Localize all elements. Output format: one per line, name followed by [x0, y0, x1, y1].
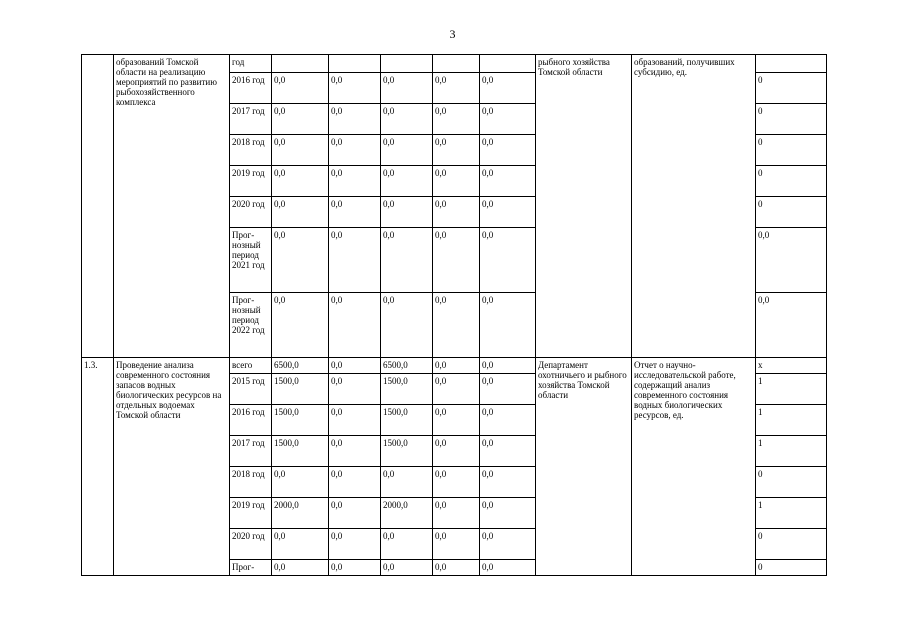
item-name-cell: Проведение анализа современного состояния запасов водных биологических ресурсов на отдельных водоемах Томской области: [114, 358, 230, 576]
period-cell: 2019 год: [230, 166, 272, 197]
value-cell-other: [480, 55, 536, 73]
value-cell-federal: 0,0: [329, 560, 381, 576]
value-cell-federal: 0,0: [329, 436, 381, 467]
value-cell-local: 0,0: [433, 436, 480, 467]
period-cell: всего: [230, 358, 272, 374]
value-cell-local: 0,0: [433, 166, 480, 197]
indicator-value-cell: 0,0: [756, 293, 827, 358]
period-cell: 2018 год: [230, 467, 272, 498]
period-cell: 2017 год: [230, 436, 272, 467]
value-cell-federal: [329, 55, 381, 73]
value-cell-regional: 0,0: [381, 73, 433, 104]
value-cell-other: 0,0: [480, 197, 536, 228]
indicator-value-cell: 0: [756, 166, 827, 197]
value-cell-federal: 0,0: [329, 358, 381, 374]
value-cell-federal: 0,0: [329, 467, 381, 498]
period-cell: 2020 год: [230, 529, 272, 560]
value-cell-local: 0,0: [433, 467, 480, 498]
value-cell-regional: 0,0: [381, 197, 433, 228]
value-cell-local: [433, 55, 480, 73]
value-cell-regional: 1500,0: [381, 374, 433, 405]
value-cell-regional: 0,0: [381, 166, 433, 197]
value-cell-other: 0,0: [480, 228, 536, 293]
program-table: [81, 54, 827, 576]
value-cell-other: 0,0: [480, 73, 536, 104]
item-name-cell: образований Томской области на реализацию мероприятий по развитию рыбохозяйственного комплекса: [114, 55, 230, 358]
value-cell-regional: [381, 55, 433, 73]
item-number-cell: [82, 55, 114, 358]
value-cell-local: 0,0: [433, 529, 480, 560]
value-cell-regional: 2000,0: [381, 498, 433, 529]
value-cell-regional: 0,0: [381, 529, 433, 560]
value-cell-federal: 0,0: [329, 104, 381, 135]
indicator-value-cell: 1: [756, 374, 827, 405]
indicator-value-cell: 1: [756, 436, 827, 467]
value-cell-total: 1500,0: [272, 374, 329, 405]
value-cell-local: 0,0: [433, 358, 480, 374]
value-cell-regional: 0,0: [381, 293, 433, 358]
value-cell-total: 6500,0: [272, 358, 329, 374]
indicator-name-cell: образований, получивших субсидию, ед.: [632, 55, 756, 358]
period-cell: 2018 год: [230, 135, 272, 166]
value-cell-total: 0,0: [272, 73, 329, 104]
value-cell-federal: 0,0: [329, 73, 381, 104]
value-cell-total: 0,0: [272, 560, 329, 576]
value-cell-local: 0,0: [433, 197, 480, 228]
item-number-cell: 1.3.: [82, 358, 114, 576]
indicator-value-cell: 0,0: [756, 228, 827, 293]
value-cell-other: 0,0: [480, 135, 536, 166]
page-number: 3: [449, 27, 456, 41]
value-cell-local: 0,0: [433, 374, 480, 405]
value-cell-other: 0,0: [480, 405, 536, 436]
value-cell-total: [272, 55, 329, 73]
value-cell-regional: 0,0: [381, 135, 433, 166]
value-cell-total: 0,0: [272, 293, 329, 358]
value-cell-total: 0,0: [272, 197, 329, 228]
value-cell-local: 0,0: [433, 560, 480, 576]
value-cell-federal: 0,0: [329, 228, 381, 293]
value-cell-federal: 0,0: [329, 166, 381, 197]
value-cell-federal: 0,0: [329, 293, 381, 358]
value-cell-federal: 0,0: [329, 135, 381, 166]
value-cell-regional: 0,0: [381, 467, 433, 498]
period-cell: Прог-нозный период 2021 год: [230, 228, 272, 293]
value-cell-total: 1500,0: [272, 405, 329, 436]
value-cell-regional: 0,0: [381, 104, 433, 135]
value-cell-other: 0,0: [480, 529, 536, 560]
period-cell: 2019 год: [230, 498, 272, 529]
indicator-value-cell: 0: [756, 73, 827, 104]
period-cell: 2017 год: [230, 104, 272, 135]
period-cell: 2015 год: [230, 374, 272, 405]
period-cell: год: [230, 55, 272, 73]
value-cell-other: 0,0: [480, 358, 536, 374]
value-cell-regional: 0,0: [381, 228, 433, 293]
value-cell-total: 2000,0: [272, 498, 329, 529]
period-cell: 2016 год: [230, 73, 272, 104]
value-cell-federal: 0,0: [329, 374, 381, 405]
value-cell-local: 0,0: [433, 405, 480, 436]
value-cell-total: 0,0: [272, 166, 329, 197]
value-cell-local: 0,0: [433, 104, 480, 135]
value-cell-other: 0,0: [480, 467, 536, 498]
period-cell: Прог-: [230, 560, 272, 576]
value-cell-total: 0,0: [272, 104, 329, 135]
value-cell-total: 1500,0: [272, 436, 329, 467]
indicator-value-cell: 0: [756, 104, 827, 135]
indicator-value-cell: 0: [756, 197, 827, 228]
executor-cell: Департамент охотничьего и рыбного хозяйства Томской области: [536, 358, 632, 576]
value-cell-federal: 0,0: [329, 529, 381, 560]
value-cell-local: 0,0: [433, 73, 480, 104]
value-cell-other: 0,0: [480, 166, 536, 197]
period-cell: 2016 год: [230, 405, 272, 436]
indicator-value-cell: 0: [756, 467, 827, 498]
value-cell-regional: 6500,0: [381, 358, 433, 374]
indicator-value-cell: 1: [756, 498, 827, 529]
value-cell-local: 0,0: [433, 498, 480, 529]
indicator-name-cell: Отчет о научно-исследовательской работе, содержащий анализ современного состояния водных биологических ресурсов, ед.: [632, 358, 756, 576]
table-row: [82, 358, 827, 374]
value-cell-total: 0,0: [272, 228, 329, 293]
value-cell-other: 0,0: [480, 374, 536, 405]
indicator-value-cell: [756, 55, 827, 73]
period-cell: Прог-нозный период 2022 год: [230, 293, 272, 358]
value-cell-total: 0,0: [272, 135, 329, 166]
value-cell-other: 0,0: [480, 293, 536, 358]
indicator-value-cell: х: [756, 358, 827, 374]
indicator-value-cell: 0: [756, 560, 827, 576]
table-row: [82, 55, 827, 73]
executor-cell: рыбного хозяйства Томской области: [536, 55, 632, 358]
value-cell-other: 0,0: [480, 104, 536, 135]
value-cell-local: 0,0: [433, 228, 480, 293]
indicator-value-cell: 0: [756, 529, 827, 560]
period-cell: 2020 год: [230, 197, 272, 228]
value-cell-federal: 0,0: [329, 498, 381, 529]
value-cell-other: 0,0: [480, 560, 536, 576]
value-cell-regional: 1500,0: [381, 405, 433, 436]
indicator-value-cell: 0: [756, 135, 827, 166]
value-cell-other: 0,0: [480, 436, 536, 467]
value-cell-regional: 1500,0: [381, 436, 433, 467]
value-cell-total: 0,0: [272, 529, 329, 560]
value-cell-regional: 0,0: [381, 560, 433, 576]
value-cell-federal: 0,0: [329, 405, 381, 436]
value-cell-total: 0,0: [272, 467, 329, 498]
value-cell-federal: 0,0: [329, 197, 381, 228]
value-cell-local: 0,0: [433, 135, 480, 166]
value-cell-other: 0,0: [480, 498, 536, 529]
value-cell-local: 0,0: [433, 293, 480, 358]
indicator-value-cell: 1: [756, 405, 827, 436]
